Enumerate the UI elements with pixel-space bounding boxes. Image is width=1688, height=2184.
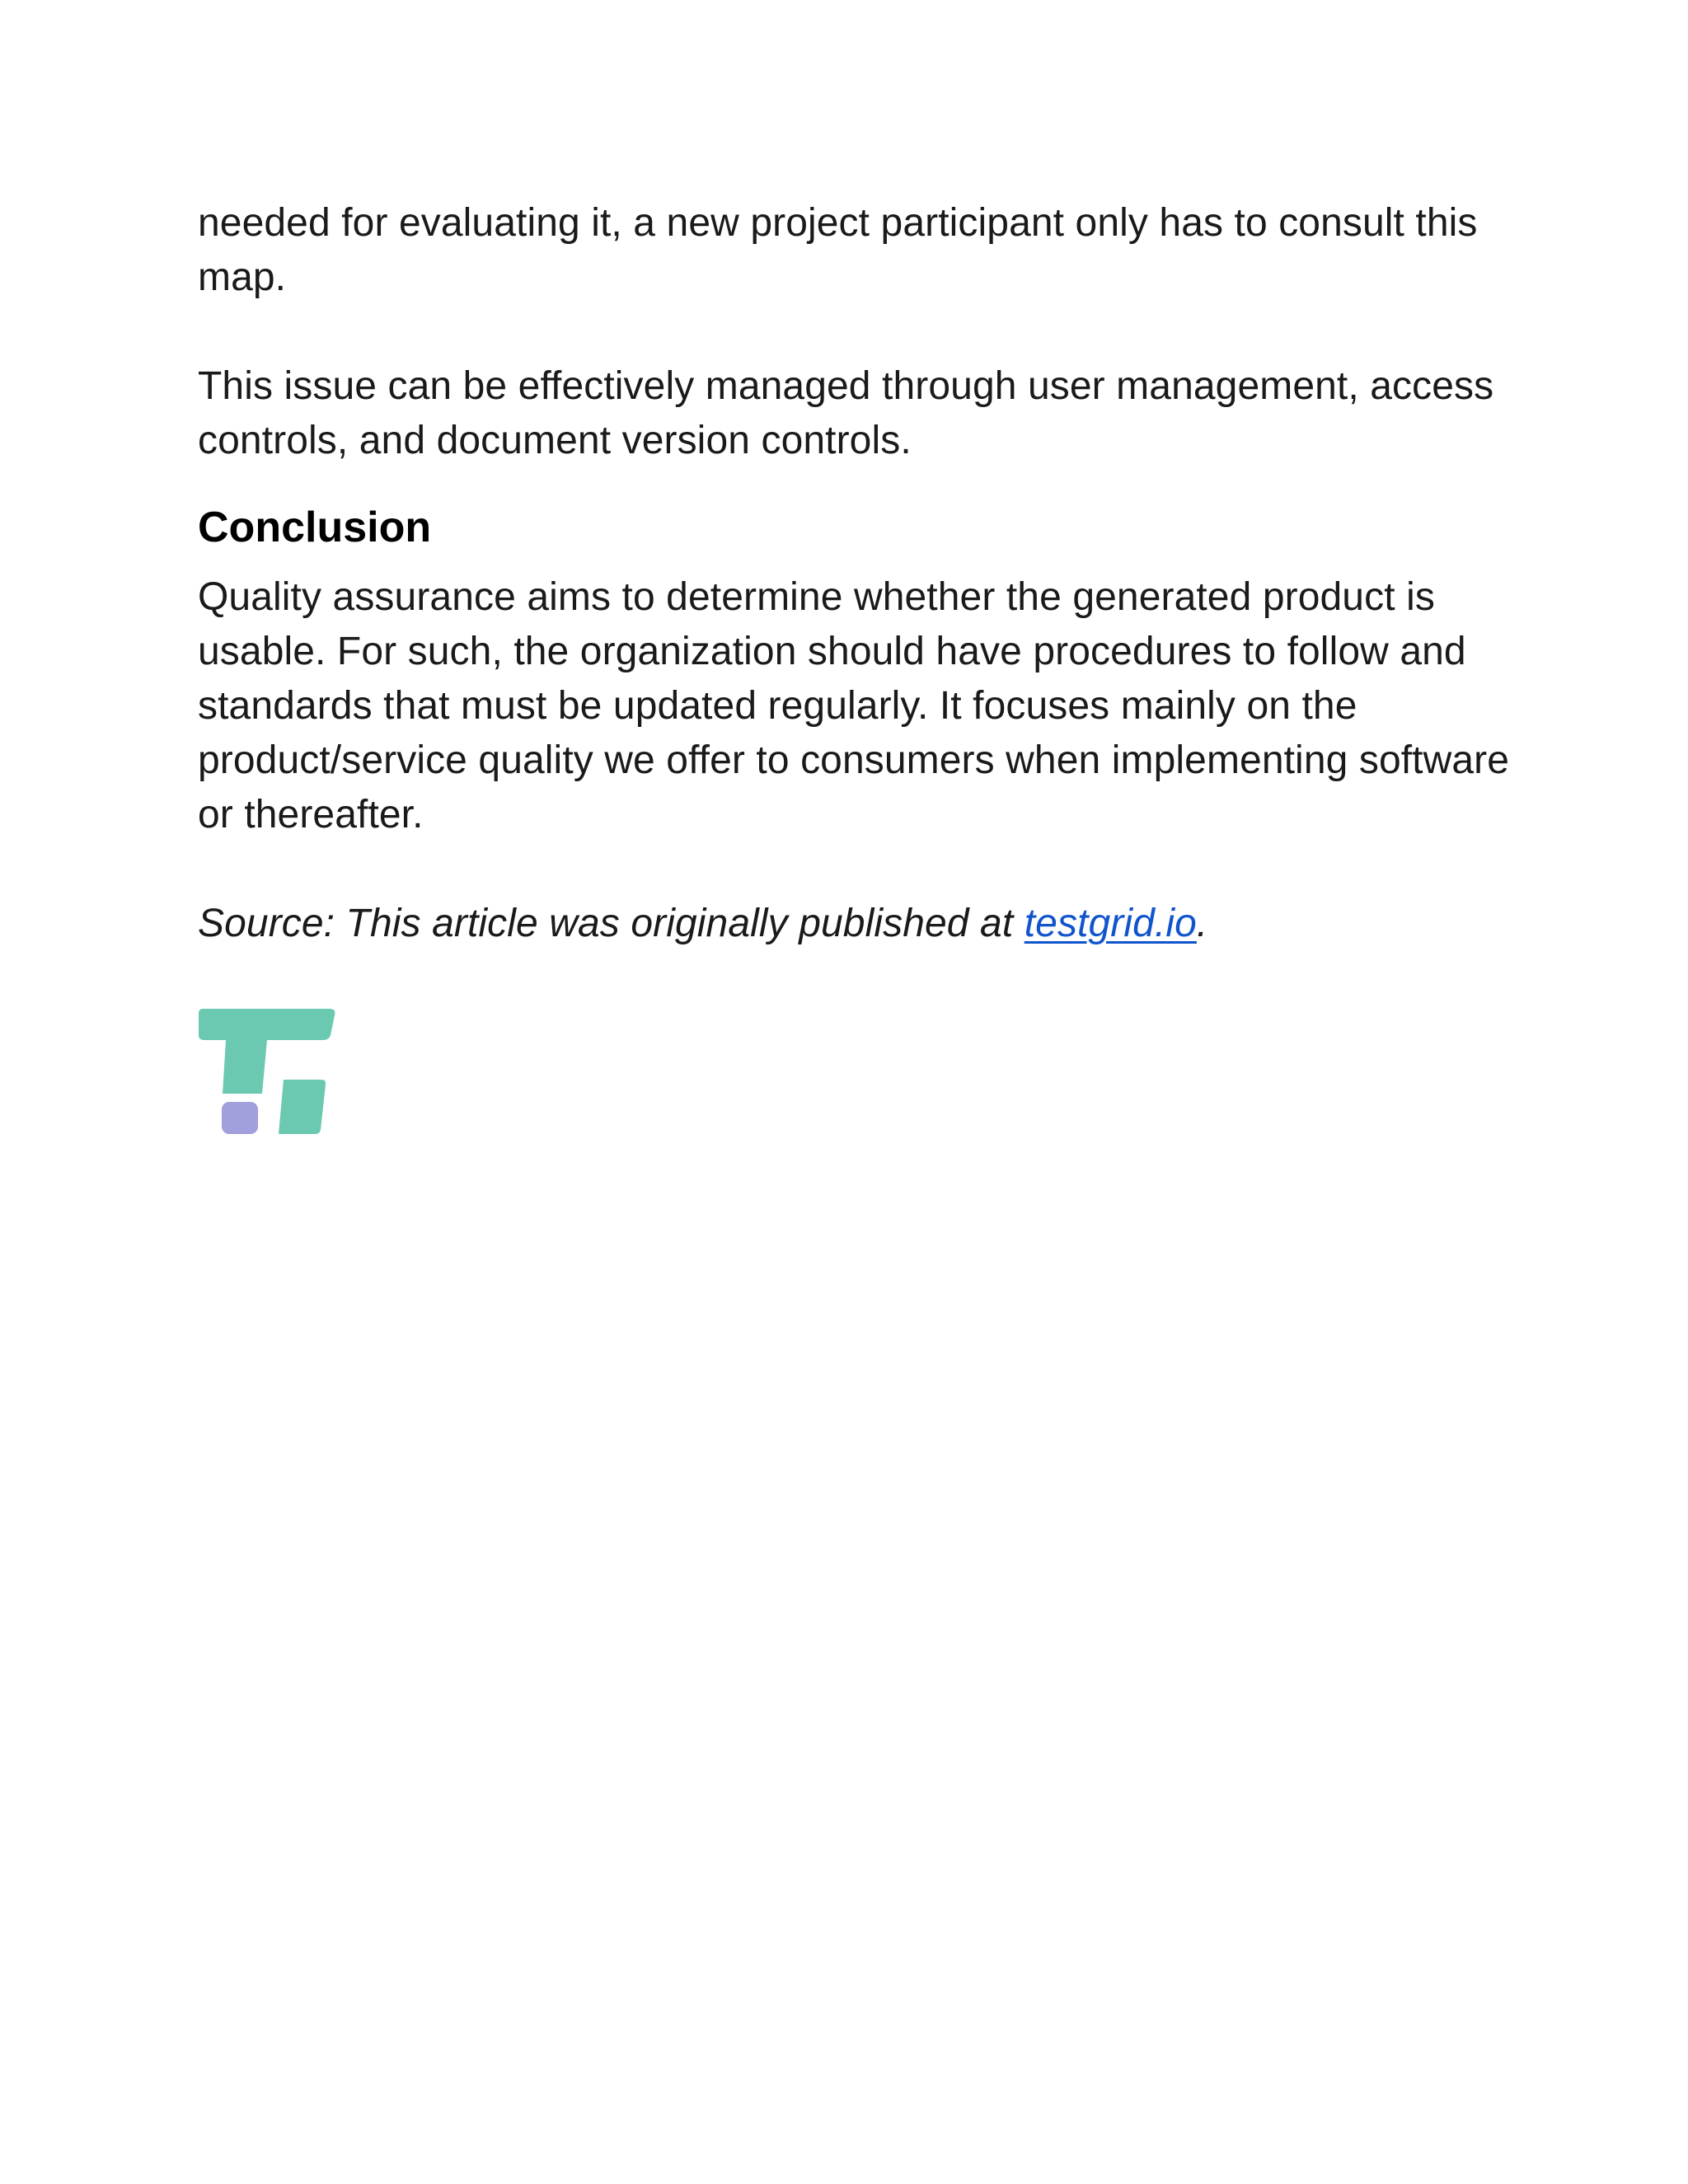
source-prefix: Source: This article was originally published at	[198, 902, 1025, 945]
logo-square	[222, 1102, 258, 1134]
source-link[interactable]: testgrid.io	[1024, 902, 1197, 945]
paragraph-conclusion: Quality assurance aims to determine whether the generated product is usable. For such, the organization should have procedures to follow and standards that must be updated regularly. It focuses mainly on the product/service quality we offer to consumers when implementing software or thereafter.	[198, 575, 1510, 837]
logo-top-bar	[199, 1009, 335, 1040]
paragraph-continued: needed for evaluating it, a new project participant only has to consult this map.	[198, 201, 1478, 299]
testgrid-logo	[198, 1009, 336, 1134]
logo-right-bar	[279, 1080, 326, 1134]
paragraph-issue: This issue can be effectively managed through user management, access controls, and document version controls.	[198, 364, 1494, 462]
source-suffix: .	[1196, 902, 1208, 945]
document-page	[198, 196, 1533, 1134]
logo-stem	[223, 1040, 267, 1094]
conclusion-heading: Conclusion	[198, 504, 432, 551]
source-line	[198, 897, 1533, 951]
